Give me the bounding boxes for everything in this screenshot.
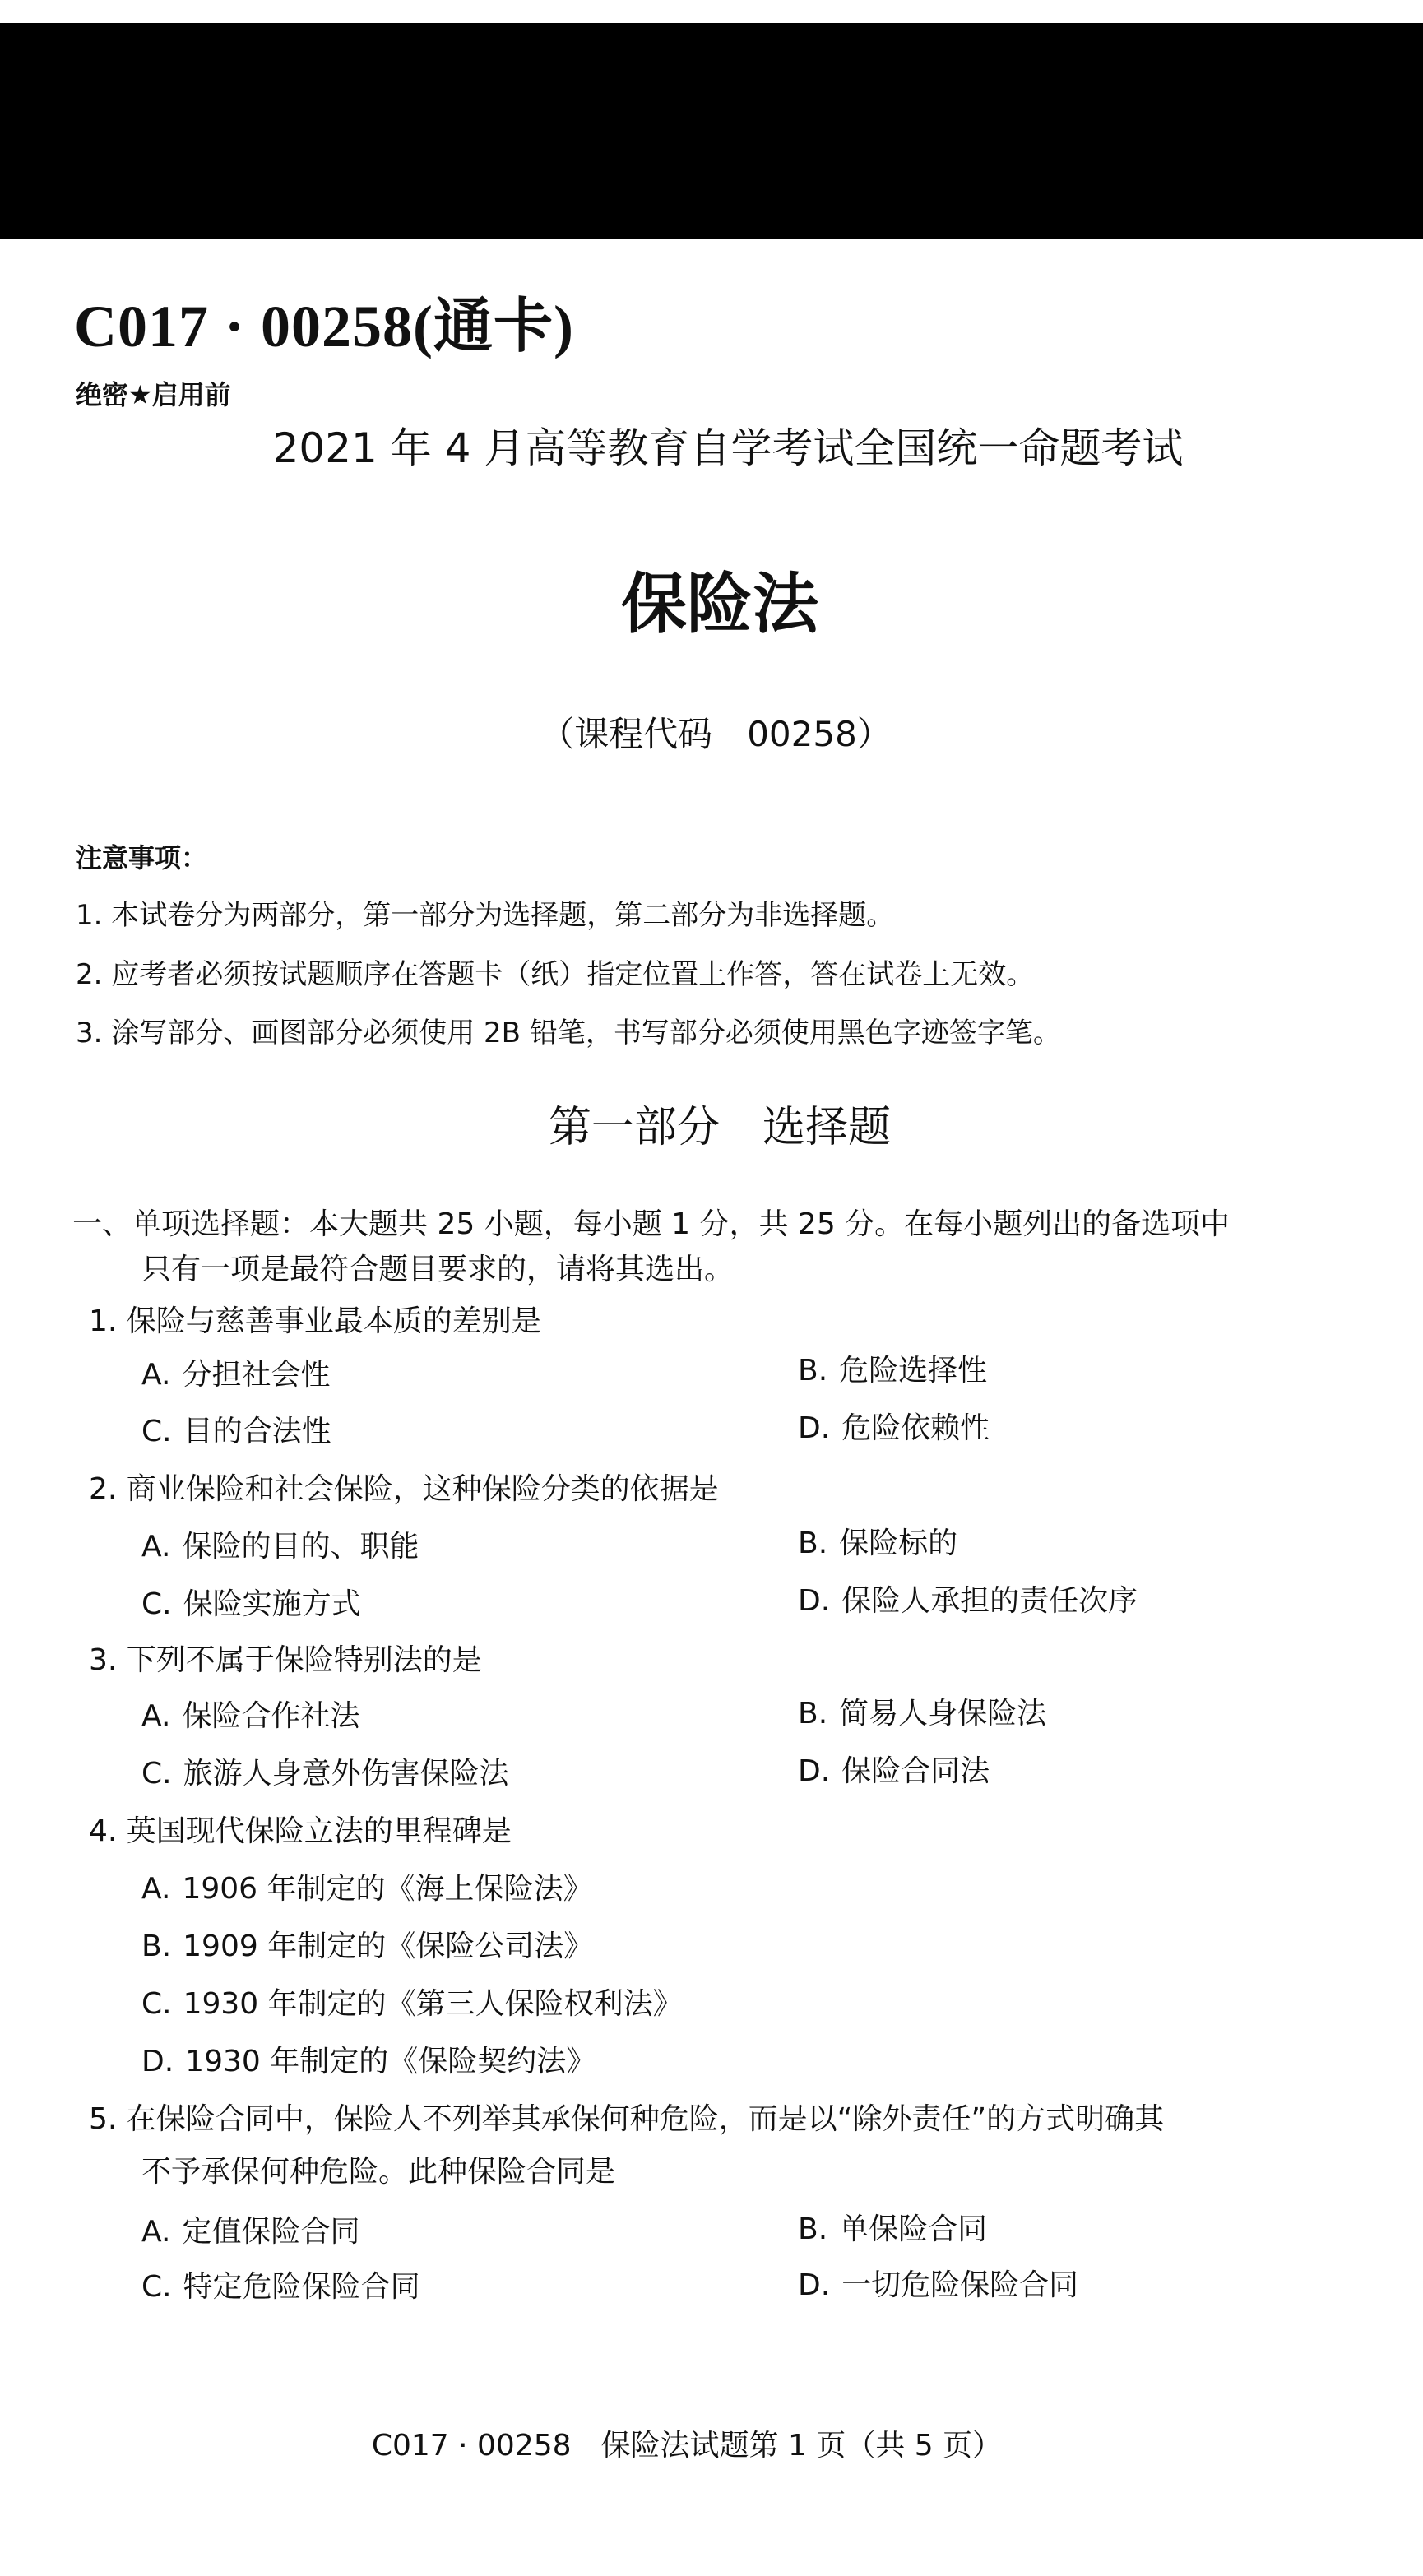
option-letter: B. [798, 1527, 828, 1560]
subject-title: 保险法 [621, 566, 818, 642]
option-letter: A. [141, 2215, 171, 2249]
option-letter: D. [141, 2045, 174, 2078]
option-d [798, 1748, 990, 1790]
option-text: 1909 年制定的《保险公司法》 [183, 1930, 594, 1963]
option-letter: C. [141, 1987, 172, 2021]
note-item: 3. 涂写部分、画图部分必须使用 2B 铅笔，书写部分必须使用黑色字迹签字笔。 [76, 1017, 1061, 1049]
page-footer: C017 · 00258 保险法试题第 1 页（共 5 页） [371, 2429, 1003, 2462]
option-c [141, 1981, 683, 2022]
option-a [141, 2208, 359, 2250]
section-heading-cont: 只有一项是最符合题目要求的，请将其选出。 [141, 1253, 735, 1286]
note-item: 2. 应考者必须按试题顺序在答题卡（纸）指定位置上作答，答在试卷上无效。 [76, 958, 1035, 991]
option-text: 保险人承担的责任次序 [841, 1584, 1138, 1618]
option-d [798, 1405, 990, 1447]
option-text: 危险选择性 [839, 1354, 988, 1388]
paper-code: C017 · 00258(通卡) [74, 294, 574, 359]
option-c [141, 1408, 331, 1450]
option-letter: D. [798, 2268, 831, 2302]
course-code: （课程代码 00258） [540, 714, 892, 754]
option-c [141, 1750, 509, 1792]
option-c [141, 1581, 361, 1623]
exam-title: 2021 年 4 月高等教育自学考试全国统一命题考试 [272, 424, 1184, 472]
option-letter: A. [141, 1530, 171, 1564]
option-letter: D. [798, 1584, 831, 1618]
option-letter: C. [141, 2270, 172, 2304]
option-text: 单保险合同 [839, 2212, 988, 2246]
option-letter: B. [798, 1354, 828, 1388]
option-text: 1906 年制定的《海上保险法》 [182, 1872, 593, 1906]
option-text: 旅游人身意外伤害保险法 [183, 1757, 509, 1791]
option-text: 分担社会性 [182, 1358, 331, 1392]
option-text: 定值保险合同 [182, 2215, 360, 2249]
option-a [141, 1865, 593, 1907]
question-stem: 4. 英国现代保险立法的里程碑是 [89, 1814, 512, 1848]
section-heading: 一、单项选择题：本大题共 25 小题，每小题 1 分，共 25 分。在每小题列出的备选项中 [72, 1207, 1231, 1241]
option-letter: A. [141, 1872, 171, 1906]
option-text: 危险依赖性 [841, 1411, 990, 1445]
option-c [141, 2263, 420, 2305]
question-stem: 5. 在保险合同中，保险人不列举其承保何种危险，而是以“除外责任”的方式明确其 [89, 2102, 1165, 2136]
option-a [141, 1351, 330, 1393]
option-text: 保险合同法 [841, 1754, 990, 1788]
option-text: 目的合法性 [183, 1415, 331, 1448]
option-letter: B. [141, 1930, 172, 1963]
option-text: 保险实施方式 [183, 1587, 361, 1621]
notes-heading: 注意事项： [76, 842, 208, 873]
note-item: 1. 本试卷分为两部分，第一部分为选择题，第二部分为非选择题。 [76, 899, 895, 932]
option-a [141, 1523, 419, 1565]
question-stem: 2. 商业保险和社会保险，这种保险分类的依据是 [89, 1472, 719, 1506]
option-d [798, 2262, 1078, 2304]
option-a [141, 1693, 359, 1735]
option-letter: C. [141, 1587, 172, 1621]
secret-mark: 绝密★启用前 [76, 379, 231, 410]
option-d [141, 2038, 596, 2080]
option-text: 特定危险保险合同 [183, 2270, 420, 2304]
option-text: 1930 年制定的《保险契约法》 [185, 2045, 596, 2078]
question-stem: 3. 下列不属于保险特别法的是 [89, 1643, 482, 1677]
option-text: 保险标的 [839, 1527, 958, 1560]
option-b [798, 1690, 1046, 1732]
redaction-bar [0, 23, 1423, 239]
part-title: 第一部分 选择题 [548, 1103, 891, 1152]
option-text: 1930 年制定的《第三人保险权利法》 [183, 1987, 683, 2021]
option-letter: B. [798, 2212, 828, 2246]
option-letter: C. [141, 1757, 172, 1791]
option-letter: A. [141, 1358, 171, 1392]
option-text: 简易人身保险法 [839, 1697, 1047, 1730]
option-text: 保险合作社法 [182, 1699, 360, 1733]
question-stem-cont: 不予承保何种危险。此种保险合同是 [141, 2155, 616, 2189]
option-d [798, 1578, 1138, 1619]
option-text: 一切危险保险合同 [841, 2268, 1079, 2302]
option-letter: C. [141, 1415, 172, 1448]
option-letter: D. [798, 1411, 831, 1445]
option-b [798, 1520, 957, 1562]
option-letter: D. [798, 1754, 831, 1788]
option-b [141, 1923, 593, 1965]
question-stem: 1. 保险与慈善事业最本质的差别是 [89, 1304, 541, 1338]
option-b [798, 1347, 987, 1389]
option-b [798, 2206, 987, 2248]
option-text: 保险的目的、职能 [182, 1530, 419, 1564]
option-letter: B. [798, 1697, 828, 1730]
option-letter: A. [141, 1699, 171, 1733]
